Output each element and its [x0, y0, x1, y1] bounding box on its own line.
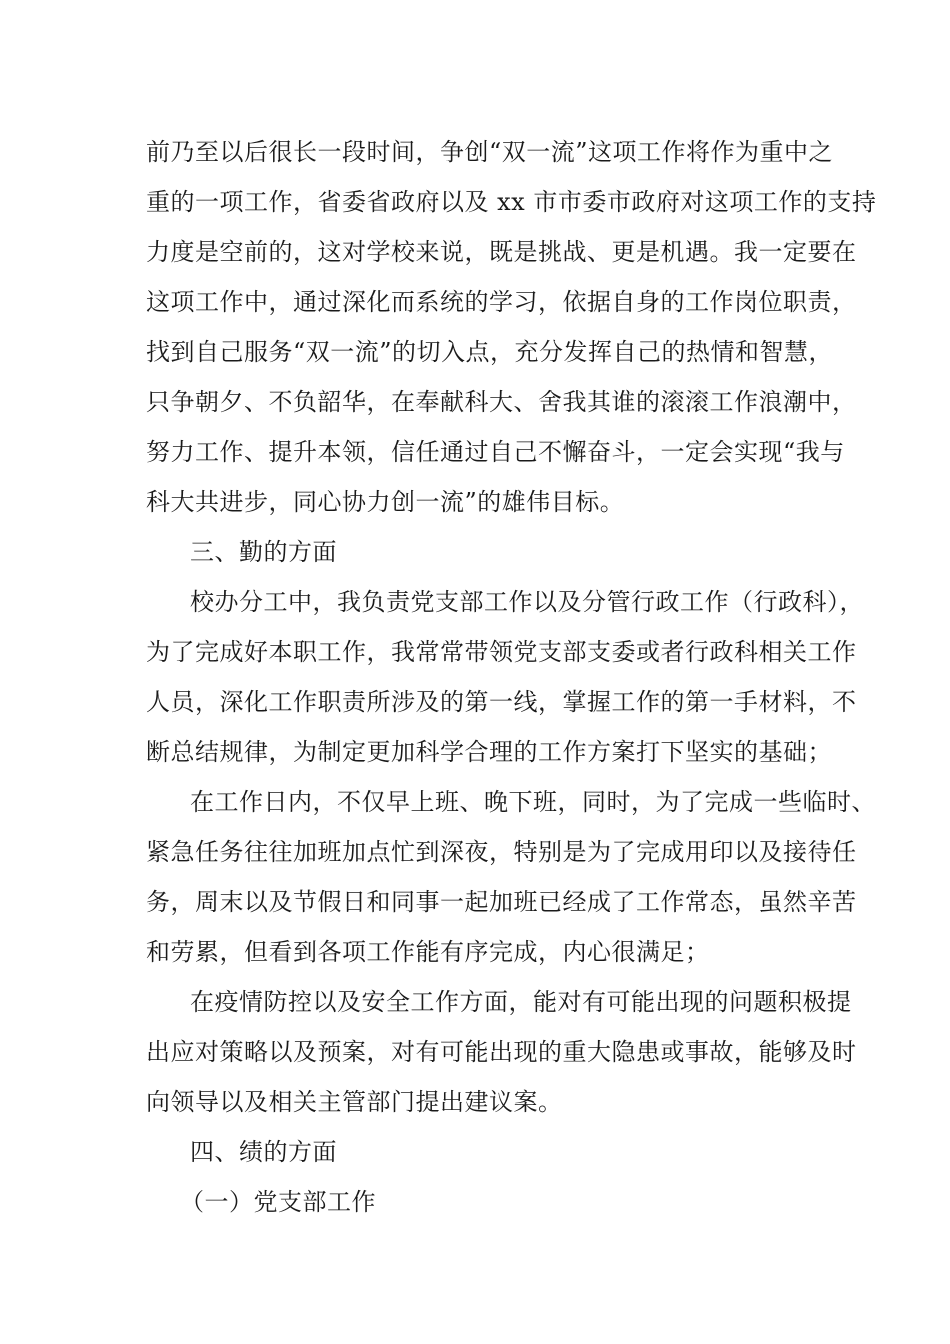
paragraph-line: 重的一项工作，省委省政府以及 xx 市市委市政府对这项工作的支持 [146, 188, 877, 216]
paragraph-line: 校办分工中，我负责党支部工作以及分管行政工作（行政科）， [190, 588, 864, 616]
subsection-heading-party-branch: （一）党支部工作 [180, 1188, 376, 1216]
paragraph-line: 力度是空前的，这对学校来说，既是挑战、更是机遇。我一定要在 [146, 238, 857, 266]
paragraph-line: 这项工作中，通过深化而系统的学习，依据自身的工作岗位职责， [146, 288, 857, 316]
paragraph-line: 务，周末以及节假日和同事一起加班已经成了工作常态，虽然辛苦 [146, 888, 857, 916]
paragraph-line: 和劳累，但看到各项工作能有序完成，内心很满足； [146, 938, 710, 966]
section-heading-achievement: 四、绩的方面 [190, 1138, 337, 1166]
paragraph-line: 只争朝夕、不负韶华，在奉献科大、舍我其谁的滚滚工作浪潮中， [146, 388, 857, 416]
paragraph-line: 人员，深化工作职责所涉及的第一线，掌握工作的第一手材料，不 [146, 688, 857, 716]
paragraph-line: 紧急任务往往加班加点忙到深夜，特别是为了完成用印以及接待任 [146, 838, 857, 866]
paragraph-line: 科大共进步，同心协力创一流”的雄伟目标。 [146, 488, 625, 516]
section-heading-diligence: 三、勤的方面 [190, 538, 337, 566]
paragraph-line: 找到自己服务“双一流”的切入点，充分发挥自己的热情和智慧， [146, 338, 834, 366]
paragraph-line: 努力工作、提升本领，信任通过自己不懈奋斗，一定会实现“我与 [146, 438, 845, 466]
paragraph-line: 出应对策略以及预案，对有可能出现的重大隐患或事故，能够及时 [146, 1038, 857, 1066]
paragraph-line: 向领导以及相关主管部门提出建议案。 [146, 1088, 563, 1116]
paragraph-line: 断总结规律，为制定更加科学合理的工作方案打下坚实的基础； [146, 738, 832, 766]
paragraph-line: 在疫情防控以及安全工作方面，能对有可能出现的问题积极提 [190, 988, 852, 1016]
paragraph-line: 在工作日内，不仅早上班、晚下班，同时，为了完成一些临时、 [190, 788, 876, 816]
paragraph-line: 为了完成好本职工作，我常常带领党支部支委或者行政科相关工作 [146, 638, 857, 666]
paragraph-line: 前乃至以后很长一段时间，争创“双一流”这项工作将作为重中之 [146, 138, 834, 166]
